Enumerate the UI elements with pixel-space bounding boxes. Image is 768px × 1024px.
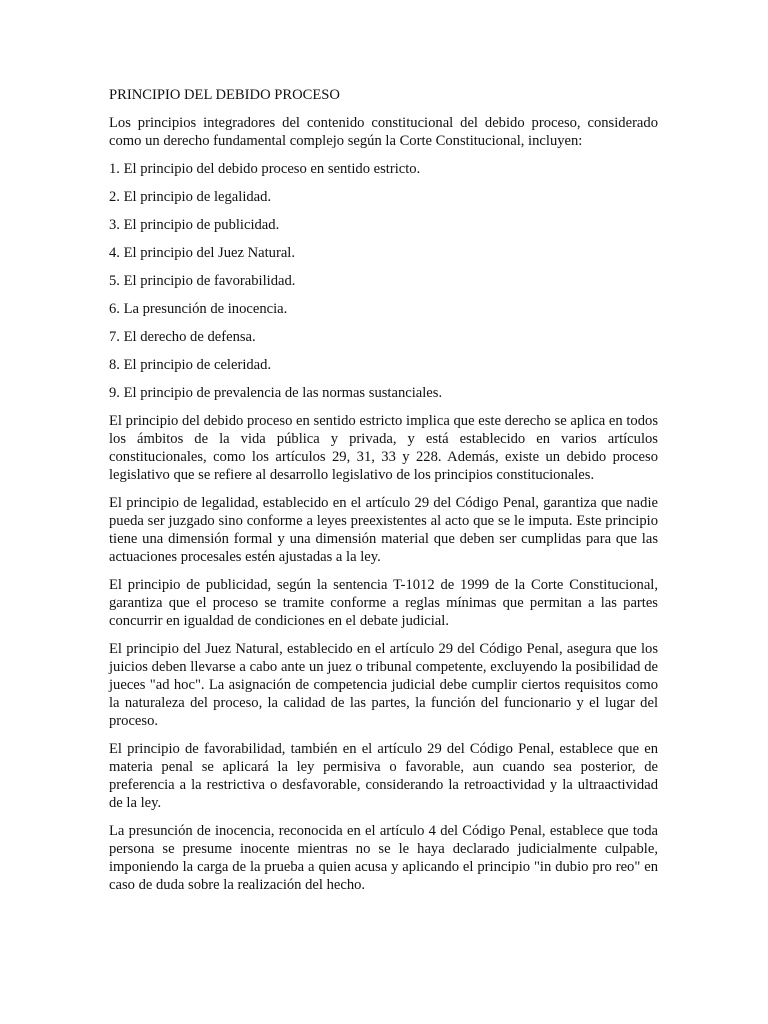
paragraph-favorabilidad: El principio de favorabilidad, también en el artículo 29 del Código Penal, establece que en materia penal se aplicará la ley permisiva o favorable, aun cuando sea posterior, de preferencia a la restrictiva o desfavorable, considerando la retroactividad y la ultraactividad de la ley. (109, 741, 658, 811)
intro-paragraph: Los principios integradores del contenido constitucional del debido proceso, considerado como un derecho fundamental complejo según la Corte Constitucional, incluyen: (109, 115, 658, 149)
list-item-2: 2. El principio de legalidad. (109, 189, 272, 205)
list-item-7: 7. El derecho de defensa. (109, 329, 256, 345)
document-page (109, 86, 658, 904)
paragraph-presuncion-inocencia: La presunción de inocencia, reconocida en el artículo 4 del Código Penal, establece que toda persona se presume inocente mientras no se le haya declarado judicialmente culpable, imponiendo la carga de la prueba a quien acusa y aplicando el principio "in dubio pro reo" en caso de duda sobre la realización del hecho. (109, 823, 658, 893)
list-item-4: 4. El principio del Juez Natural. (109, 245, 296, 261)
document-title: PRINCIPIO DEL DEBIDO PROCESO (109, 87, 340, 103)
paragraph-publicidad: El principio de publicidad, según la sentencia T-1012 de 1999 de la Corte Constitucional, garantiza que el proceso se tramite conforme a reglas mínimas que permitan a las partes concurrir en igualdad de condiciones en el debate judicial. (109, 577, 658, 629)
list-item-8: 8. El principio de celeridad. (109, 357, 272, 373)
paragraph-juez-natural: El principio del Juez Natural, establecido en el artículo 29 del Código Penal, asegura que los juicios deben llevarse a cabo ante un juez o tribunal competente, excluyendo la posibilidad de jueces "ad hoc". La asignación de competencia judicial debe cumplir ciertos requisitos como la naturaleza del proceso, la calidad de las partes, la función del funcionario y el lugar del proceso. (109, 641, 658, 729)
list-item-5: 5. El principio de favorabilidad. (109, 273, 296, 289)
list-item-1: 1. El principio del debido proceso en sentido estricto. (109, 161, 421, 177)
paragraph-legalidad: El principio de legalidad, establecido en el artículo 29 del Código Penal, garantiza que nadie pueda ser juzgado sino conforme a leyes preexistentes al acto que se le imputa. Este principio tiene una dimensión formal y una dimensión material que deben ser cumplidas para que las actuaciones procesales estén ajustadas a la ley. (109, 495, 658, 565)
paragraph-debido-proceso: El principio del debido proceso en sentido estricto implica que este derecho se aplica en todos los ámbitos de la vida pública y privada, y está establecido en varios artículos constitucionales, como los artículos 29, 31, 33 y 228. Además, existe un debido proceso legislativo que se refiere al desarrollo legislativo de los principios constitucionales. (109, 413, 658, 483)
list-item-3: 3. El principio de publicidad. (109, 217, 280, 233)
list-item-9: 9. El principio de prevalencia de las normas sustanciales. (109, 385, 443, 401)
list-item-6: 6. La presunción de inocencia. (109, 301, 288, 317)
principles-list (109, 160, 658, 402)
